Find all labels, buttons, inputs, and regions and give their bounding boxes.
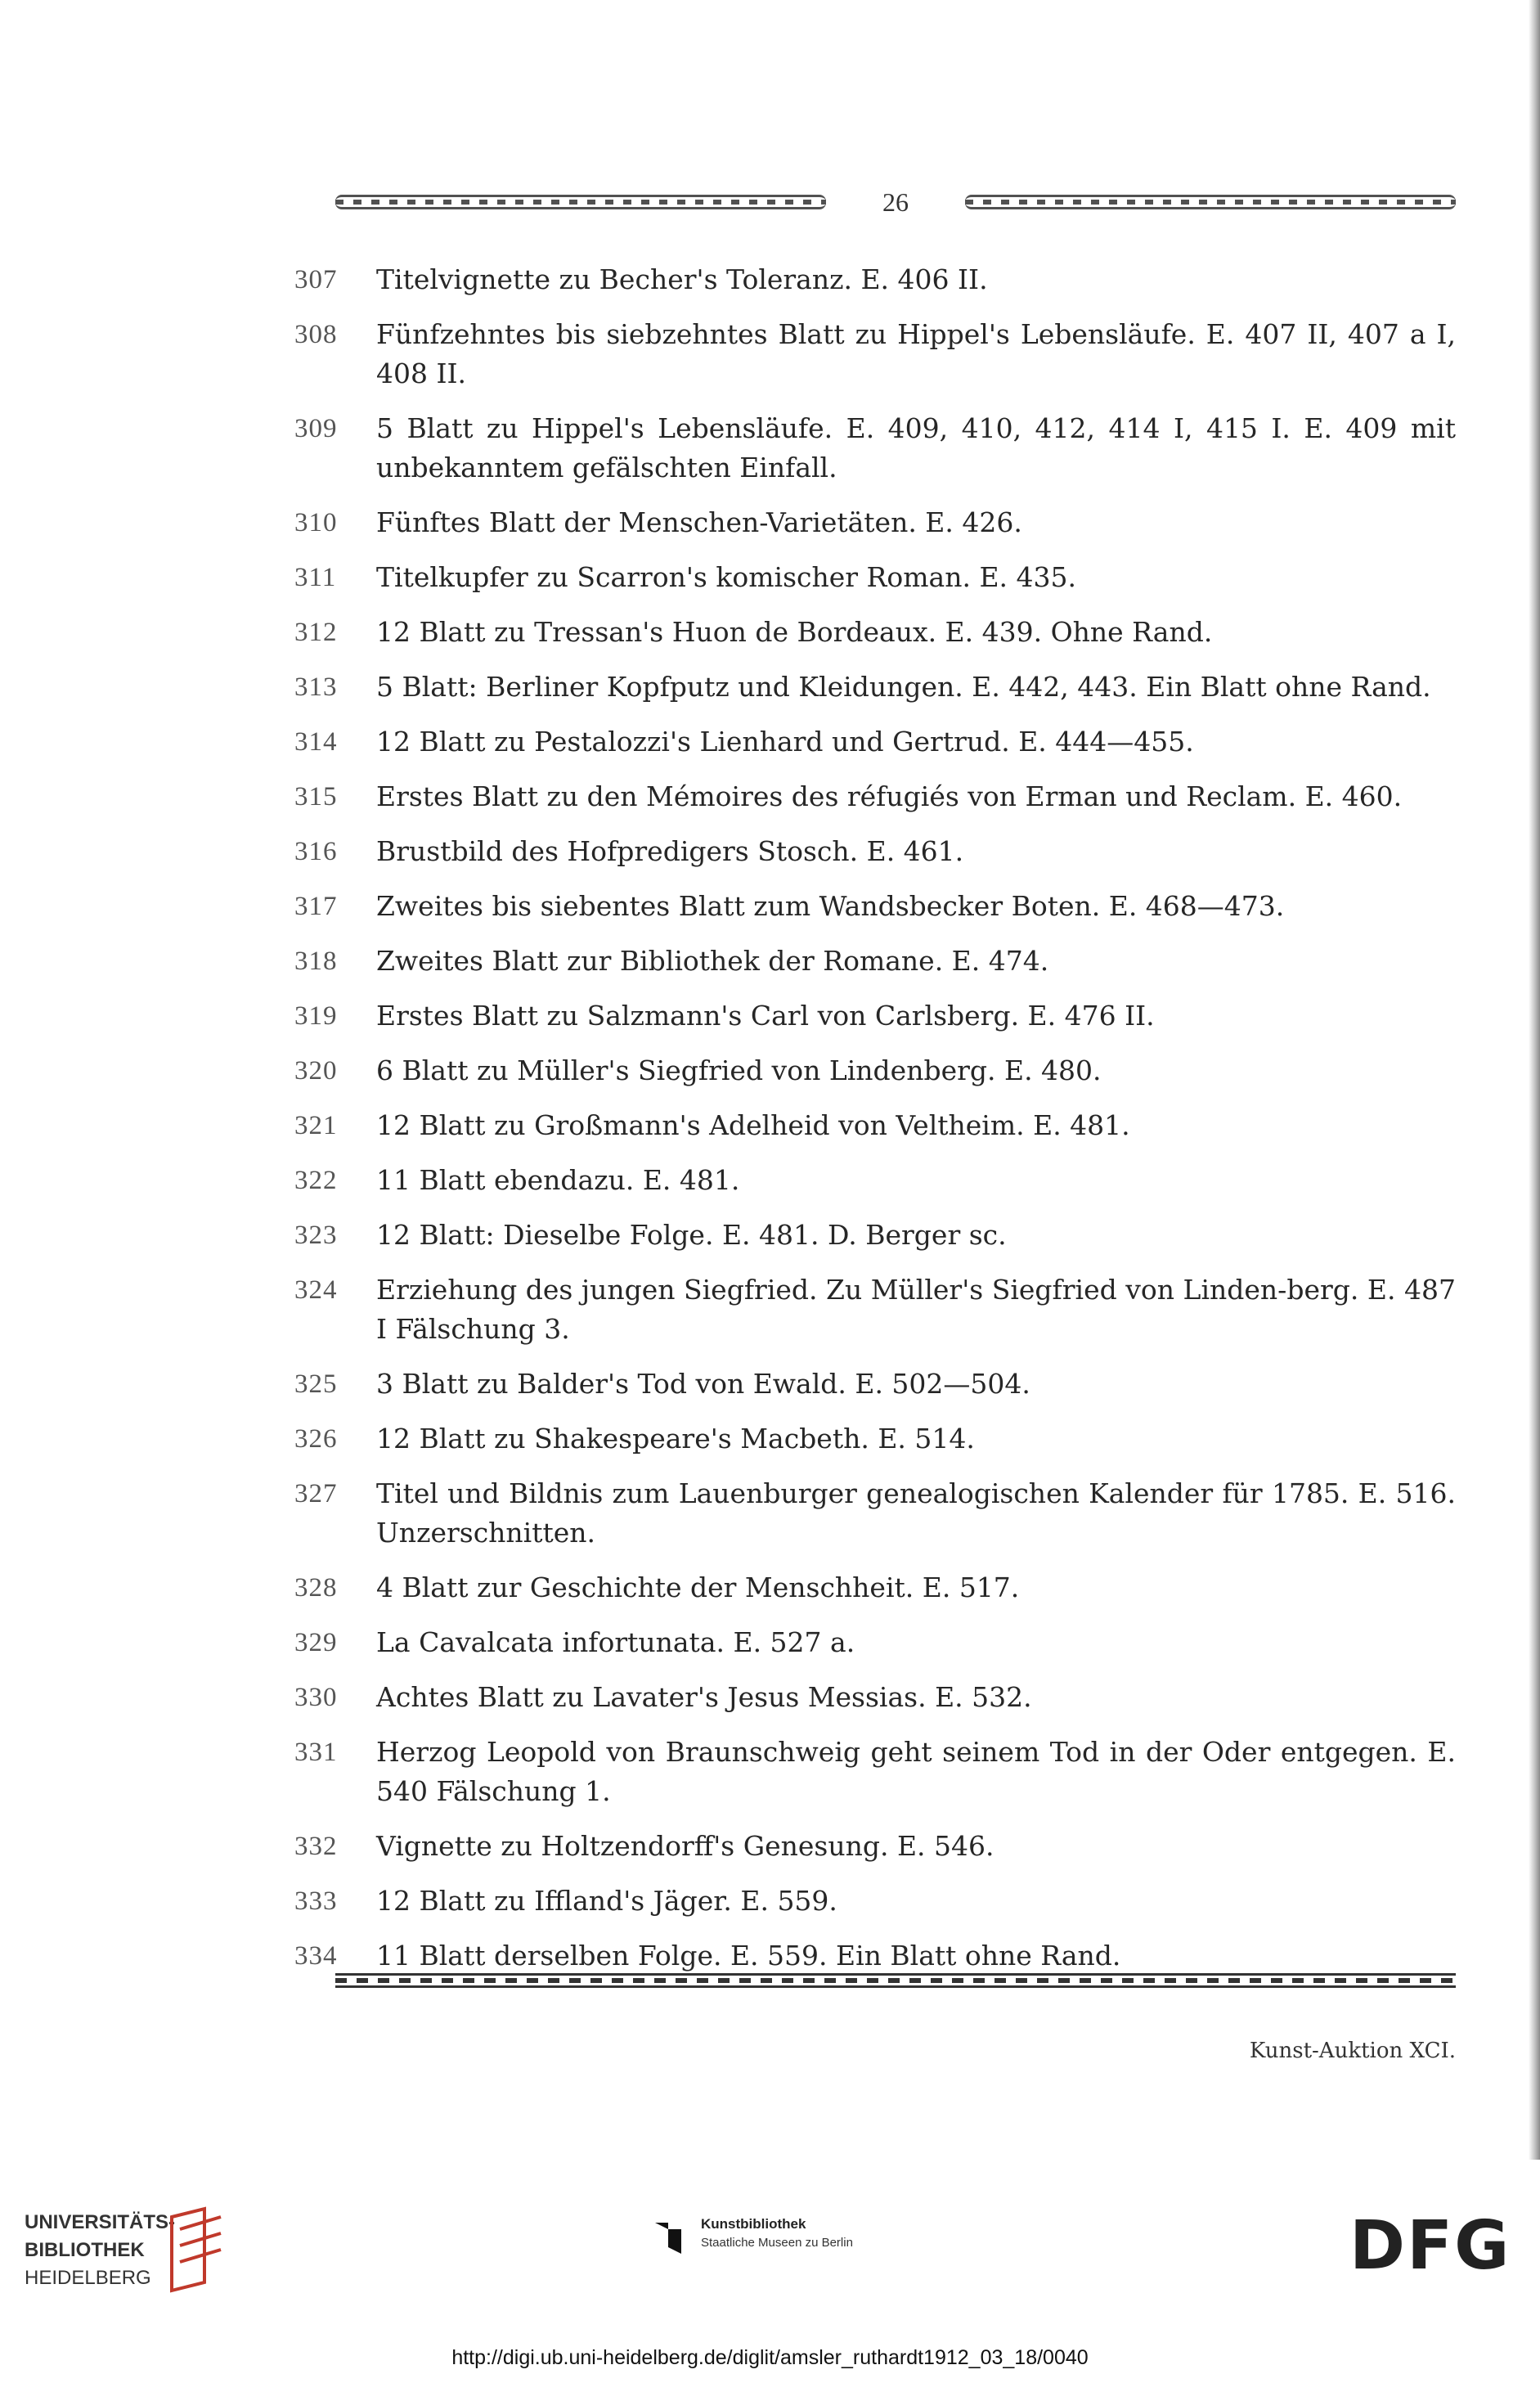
entry-text: 4 Blatt zur Geschichte der Menschheit. E. 517. xyxy=(376,1571,1020,1603)
entry-number: 321 xyxy=(294,1111,338,1140)
kb-logo-title: Kunstbibliothek xyxy=(701,2216,806,2232)
permalink-url[interactable]: http://digi.ub.uni-heidelberg.de/diglit/amsler_ruthardt1912_03_18/0040 xyxy=(451,2346,1089,2369)
catalog-entry xyxy=(294,832,1456,871)
entry-number: 309 xyxy=(294,414,338,443)
catalog-footer-note: Kunst-Auktion XCI. xyxy=(1249,2039,1456,2063)
entry-number: 328 xyxy=(294,1573,338,1603)
entry-number: 327 xyxy=(294,1479,338,1508)
entry-number: 320 xyxy=(294,1056,338,1086)
entry-text: 5 Blatt: Berliner Kopfputz und Kleidungen. E. 442, 443. Ein Blatt ohne Rand. xyxy=(376,671,1431,703)
entry-number: 319 xyxy=(294,1001,338,1031)
catalog-entry xyxy=(294,315,1456,393)
entry-text: Zweites Blatt zur Bibliothek der Romane. E. 474. xyxy=(376,945,1049,977)
entry-text: 12 Blatt zu Shakespeare's Macbeth. E. 514. xyxy=(376,1423,975,1455)
entry-text: Erstes Blatt zu Salzmann's Carl von Carlsberg. E. 476 II. xyxy=(376,1000,1155,1032)
catalog-entry xyxy=(294,1051,1456,1090)
entry-text: Fünfzehntes bis siebzehntes Blatt zu Hippel's Lebensläufe. E. 407 II, 407 a I, 408 II. xyxy=(376,318,1456,389)
catalog-entry xyxy=(294,722,1456,762)
catalog-entry xyxy=(294,613,1456,652)
entry-text: Erstes Blatt zu den Mémoires des réfugiés von Erman und Reclam. E. 460. xyxy=(376,780,1403,812)
catalog-entry xyxy=(294,1419,1456,1459)
entry-text: Titelkupfer zu Scarron's komischer Roman. E. 435. xyxy=(376,561,1076,593)
page-header xyxy=(335,182,1456,223)
entry-number: 316 xyxy=(294,837,338,866)
entry-text: Zweites bis siebentes Blatt zum Wandsbecker Boten. E. 468—473. xyxy=(376,890,1285,922)
catalog-entry xyxy=(294,1216,1456,1255)
entry-text: 5 Blatt zu Hippel's Lebensläufe. E. 409, 410, 412, 414 I, 415 I. E. 409 mit unbekanntem gefälschten Einfall. xyxy=(376,412,1456,483)
kunstbibliothek-logo[interactable] xyxy=(652,2214,914,2272)
entry-number: 308 xyxy=(294,320,338,349)
entry-number: 334 xyxy=(294,1941,338,1971)
catalog-entry xyxy=(294,1827,1456,1866)
uni-logo-line2: BIBLIOTHEK xyxy=(25,2239,145,2261)
entry-number: 333 xyxy=(294,1886,338,1916)
entry-number: 326 xyxy=(294,1424,338,1454)
entry-text: Titel und Bildnis zum Lauenburger genealogischen Kalender für 1785. E. 516. Unzerschnitten. xyxy=(376,1477,1456,1549)
uni-logo-line3: HEIDELBERG xyxy=(25,2267,151,2289)
catalog-entry xyxy=(294,1882,1456,1921)
entry-number: 325 xyxy=(294,1369,338,1399)
catalog-entry xyxy=(294,1474,1456,1553)
entry-text: Fünftes Blatt der Menschen-Varietäten. E. 426. xyxy=(376,506,1022,538)
entry-number: 317 xyxy=(294,892,338,921)
catalog-entry xyxy=(294,777,1456,816)
entry-text: 11 Blatt derselben Folge. E. 559. Ein Blatt ohne Rand. xyxy=(376,1940,1121,1972)
entry-text: Herzog Leopold von Braunschweig geht seinem Tod in der Oder entgegen. E. 540 Fälschung 1. xyxy=(376,1736,1456,1807)
kb-mark-icon xyxy=(652,2214,685,2255)
header-ornament-left xyxy=(335,195,826,209)
entry-number: 310 xyxy=(294,508,338,537)
entry-text: 12 Blatt zu Tressan's Huon de Bordeaux. E. 439. Ohne Rand. xyxy=(376,616,1213,648)
catalog-entry xyxy=(294,1161,1456,1200)
catalog-entry xyxy=(294,942,1456,981)
entry-text: La Cavalcata infortunata. E. 527 a. xyxy=(376,1626,855,1658)
entry-number: 307 xyxy=(294,265,338,295)
bottom-ornament-rule xyxy=(335,1973,1456,1988)
entry-number: 329 xyxy=(294,1628,338,1657)
catalog-entry xyxy=(294,558,1456,597)
uni-logo-line1: UNIVERSITÄTS- xyxy=(25,2211,176,2233)
entry-number: 323 xyxy=(294,1221,338,1250)
entry-number: 318 xyxy=(294,946,338,976)
entry-text: Brustbild des Hofpredigers Stosch. E. 461. xyxy=(376,835,964,867)
catalog-entry xyxy=(294,1270,1456,1349)
page-edge xyxy=(1529,0,1540,2160)
catalog-entry xyxy=(294,1568,1456,1607)
catalog-entry xyxy=(294,1106,1456,1145)
catalog-entry xyxy=(294,503,1456,542)
entry-number: 312 xyxy=(294,618,338,647)
entry-number: 331 xyxy=(294,1738,338,1767)
entry-text: 12 Blatt zu Iffland's Jäger. E. 559. xyxy=(376,1885,837,1917)
catalog-entries xyxy=(294,260,1456,1991)
catalog-entry xyxy=(294,1678,1456,1717)
catalog-entry xyxy=(294,1733,1456,1811)
entry-number: 332 xyxy=(294,1832,338,1861)
entry-text: Achtes Blatt zu Lavater's Jesus Messias. E. 532. xyxy=(376,1681,1032,1713)
catalog-entry xyxy=(294,996,1456,1036)
kb-logo-subtitle: Staatliche Museen zu Berlin xyxy=(701,2236,853,2250)
catalog-entry xyxy=(294,260,1456,299)
uni-logo-mark-icon xyxy=(155,2201,237,2299)
entry-text: Erziehung des jungen Siegfried. Zu Müller's Siegfried von Linden-berg. E. 487 I Fälschung 3. xyxy=(376,1274,1456,1345)
entry-number: 315 xyxy=(294,782,338,812)
dfg-logo[interactable]: DFG xyxy=(1349,2207,1511,2285)
entry-number: 322 xyxy=(294,1166,338,1195)
entry-text: Vignette zu Holtzendorff's Genesung. E. 546. xyxy=(376,1830,994,1862)
catalog-entry xyxy=(294,668,1456,707)
entry-text: 6 Blatt zu Müller's Siegfried von Lindenberg. E. 480. xyxy=(376,1054,1102,1086)
entry-text: 12 Blatt zu Pestalozzi's Lienhard und Gertrud. E. 444—455. xyxy=(376,726,1194,758)
entry-text: 11 Blatt ebendazu. E. 481. xyxy=(376,1164,740,1196)
header-ornament-right xyxy=(965,195,1456,209)
entry-text: 12 Blatt: Dieselbe Folge. E. 481. D. Berger sc. xyxy=(376,1219,1007,1251)
entry-text: 3 Blatt zu Balder's Tod von Ewald. E. 502—504. xyxy=(376,1368,1030,1400)
entry-text: Titelvignette zu Becher's Toleranz. E. 406 II. xyxy=(376,263,988,295)
page-number: 26 xyxy=(882,187,909,217)
entry-number: 330 xyxy=(294,1683,338,1712)
catalog-entry xyxy=(294,409,1456,488)
catalog-entry xyxy=(294,1936,1456,1976)
entry-number: 311 xyxy=(294,563,337,592)
entry-number: 314 xyxy=(294,727,338,757)
catalog-entry xyxy=(294,887,1456,926)
catalog-entry xyxy=(294,1623,1456,1662)
catalog-entry xyxy=(294,1365,1456,1404)
entry-text: 12 Blatt zu Großmann's Adelheid von Veltheim. E. 481. xyxy=(376,1109,1130,1141)
entry-number: 324 xyxy=(294,1275,338,1305)
entry-number: 313 xyxy=(294,672,338,702)
